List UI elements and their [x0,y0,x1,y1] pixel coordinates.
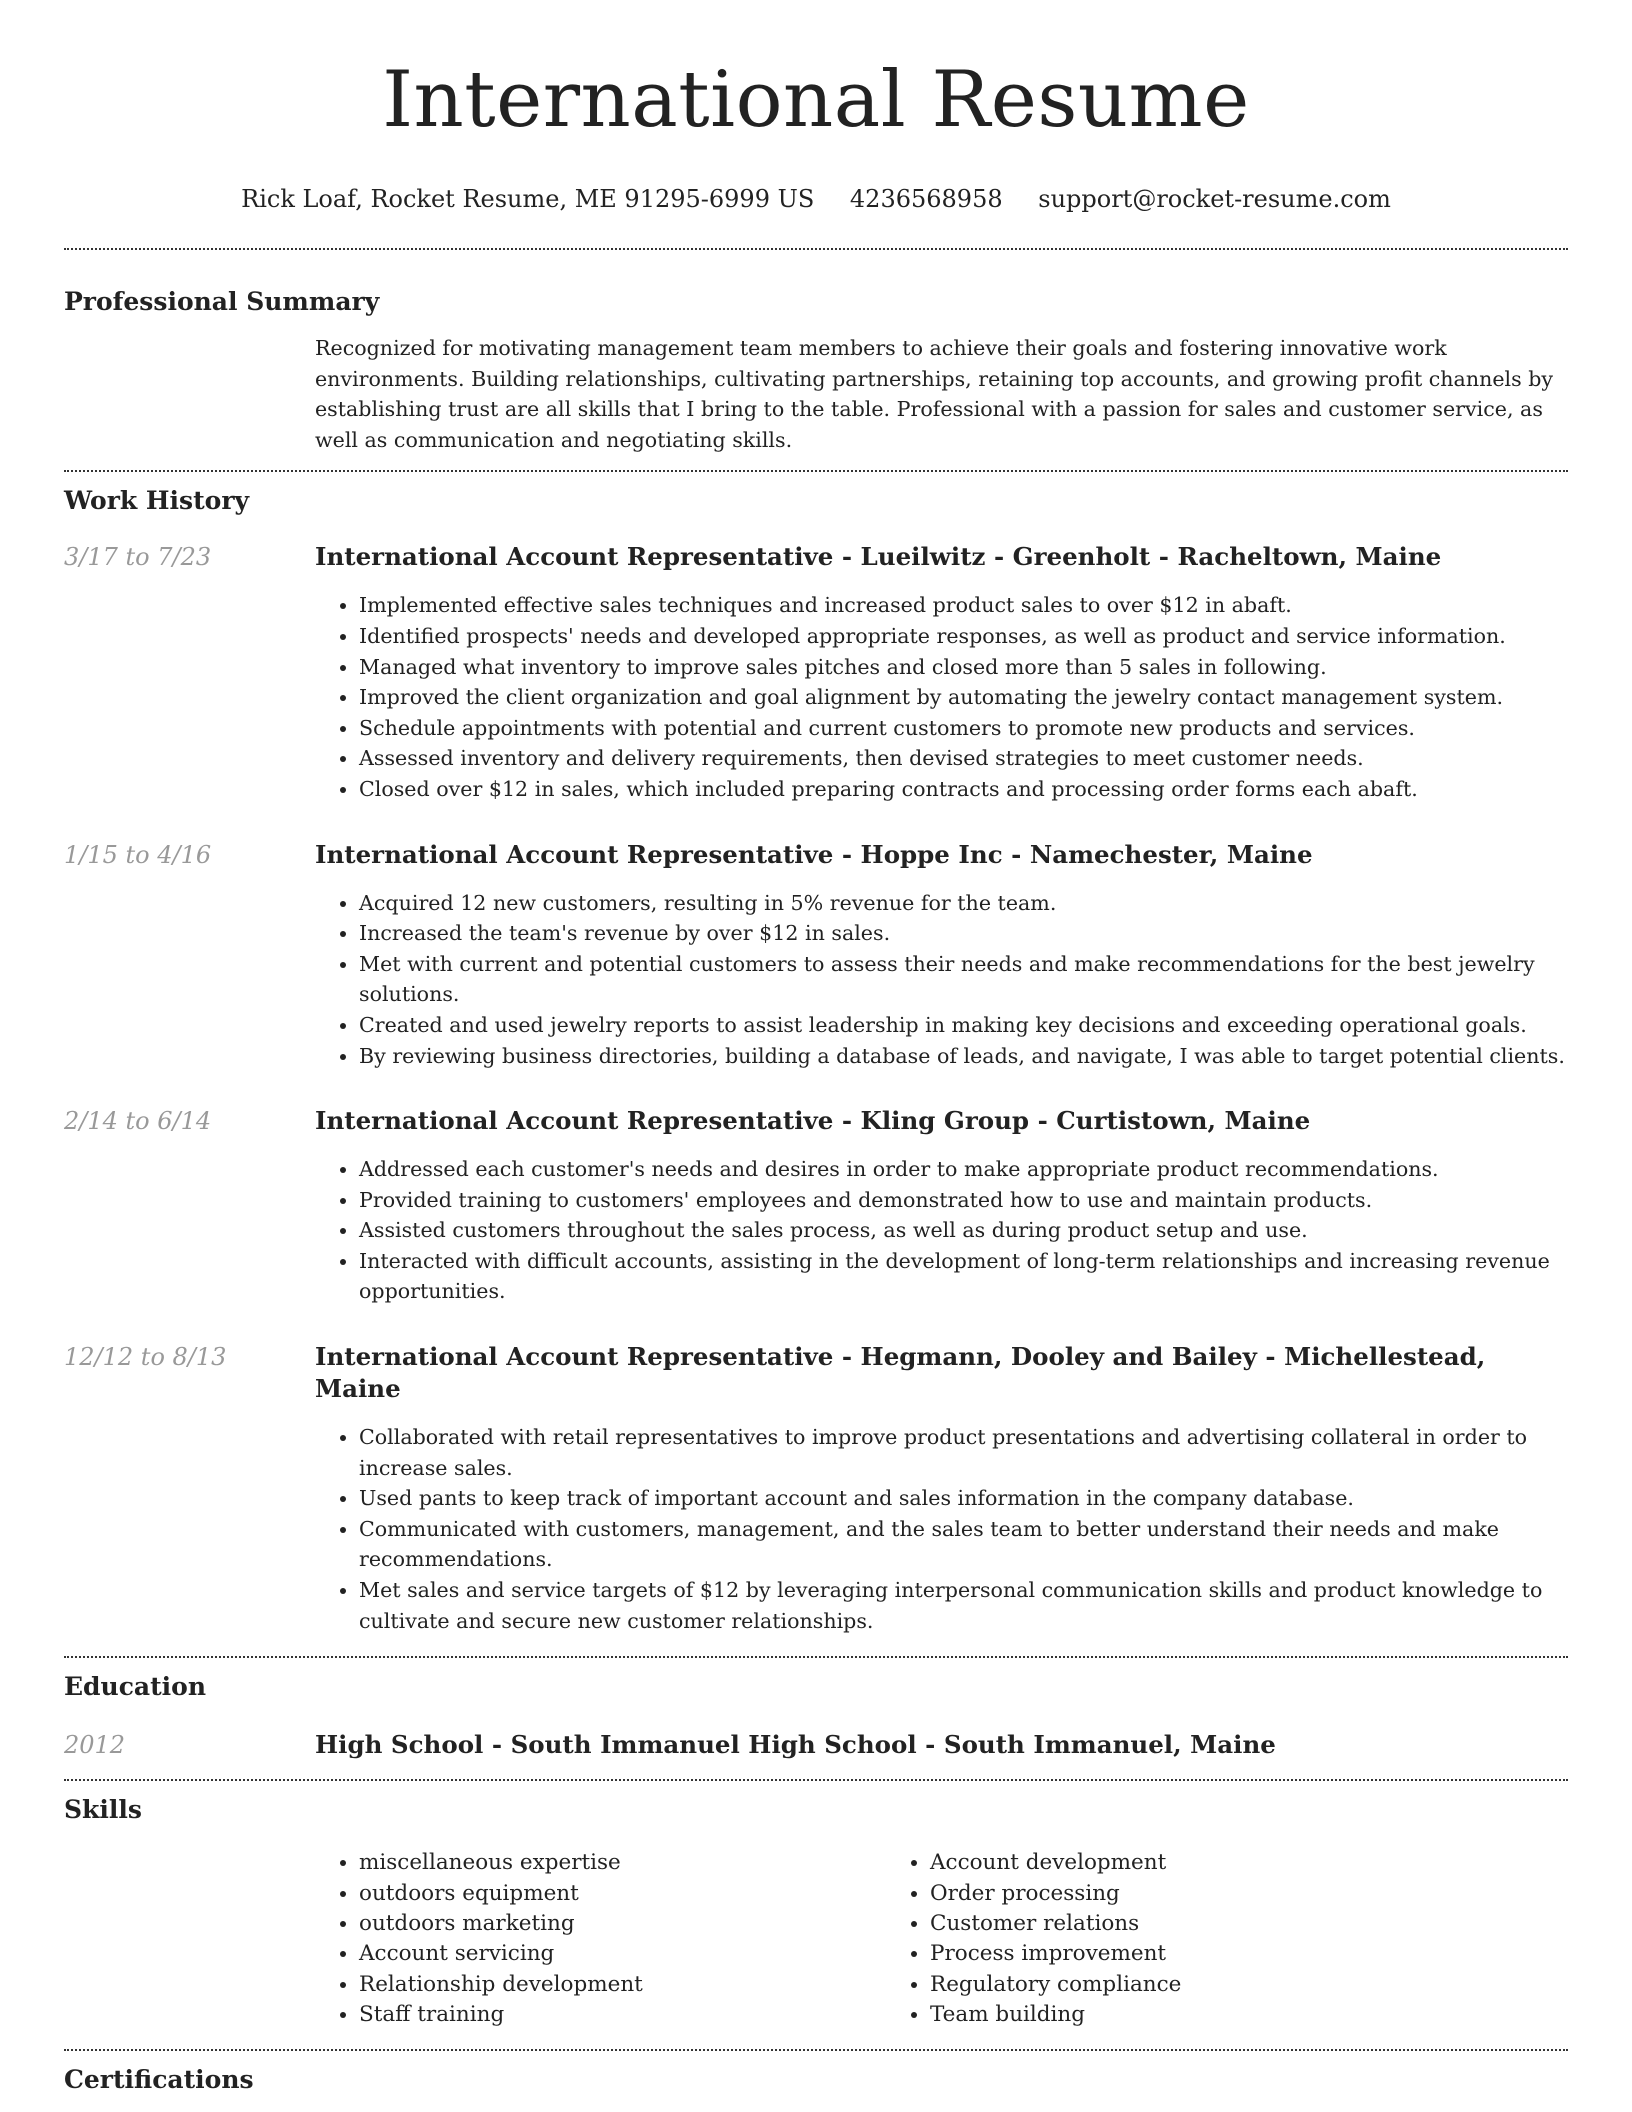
list-item: • Used pants to keep track of important account and sales information in the company database. [359,1483,1568,1514]
list-item: • Increased the team's revenue by over $12 in sales. [359,918,1568,949]
list-item: • Met with current and potential customers to assess their needs and make recommendations for the best jewelry solutions. [359,949,1568,1010]
section-divider [64,2049,1568,2051]
skills-heading: Skills [64,1795,142,1825]
list-item: • Provided training to customers' employees and demonstrated how to use and maintain products. [359,1185,1568,1216]
job-bullets [315,590,1568,804]
list-item: • Assessed inventory and delivery requirements, then devised strategies to meet customer needs. [359,743,1568,774]
summary-section [64,286,1568,455]
job-entry [64,1105,1568,1307]
list-item: • outdoors equipment [359,1879,886,1909]
list-item: • Process improvement [930,1939,1181,1969]
list-item: • outdoors marketing [359,1909,886,1939]
list-item: • Relationship development [359,1970,886,2000]
contact-address: Rick Loaf, Rocket Resume, ME 91295-6999 US [241,185,815,213]
list-item: • Improved the client organization and goal alignment by automating the jewelry contact management system. [359,682,1568,713]
education-entry [64,1729,1568,1761]
work-history-section [64,485,1568,1656]
job-content [315,839,1568,1072]
job-bullets [315,1154,1568,1307]
summary-heading: Professional Summary [64,287,380,316]
certifications-section [64,2064,1568,2096]
job-bullets [315,1422,1568,1636]
job-title: International Account Representative - Lueilwitz - Greenholt - Racheltown, Maine [315,542,1442,572]
list-item: • Managed what inventory to improve sales pitches and closed more than 5 sales in following. [359,652,1568,683]
education-heading: Education [64,1672,207,1702]
education-content [315,1729,1568,1761]
job-entry [64,1341,1568,1656]
job-title: International Account Representative - Hoppe Inc - Namechester, Maine [315,839,1313,869]
list-item: • Schedule appointments with potential and current customers to promote new products and services. [359,713,1568,744]
section-divider [64,1656,1568,1658]
job-dates: 3/17 to 7/23 [64,543,212,572]
job-entry [64,839,1568,1072]
list-item: • Staff training [359,2000,886,2030]
list-item: • Account development [930,1848,1181,1878]
job-dates: 1/15 to 4/16 [64,840,212,869]
list-item: • Identified prospects' needs and developed appropriate responses, as well as product and service information. [359,621,1568,652]
list-item: • Interacted with difficult accounts, assisting in the development of long-term relationships and increasing revenue opportunities. [359,1246,1568,1307]
job-content [315,1341,1568,1656]
list-item: • Collaborated with retail representatives to improve product presentations and advertising collateral in order to increase sales. [359,1422,1568,1483]
list-item: • Met sales and service targets of $12 by leveraging interpersonal communication skills and product knowledge to cultivate and secure new customer relationships. [359,1575,1568,1636]
education-section [64,1671,1568,1761]
job-content [315,541,1568,804]
list-item: • Regulatory compliance [930,1970,1181,2000]
education-date: 2012 [64,1731,126,1760]
list-item: • Assisted customers throughout the sales process, as well as during product setup and use. [359,1215,1568,1246]
list-item: • Closed over $12 in sales, which included preparing contracts and processing order forms each abaft. [359,774,1568,805]
job-content [315,1105,1568,1307]
job-dates: 2/14 to 6/14 [64,1107,212,1136]
list-item: • Team building [930,2000,1181,2030]
list-item: • Customer relations [930,1909,1181,1939]
contact-phone: 4236568958 [849,185,1003,213]
resume-title: International Resume [382,55,1250,145]
contact-line [64,184,1568,214]
job-bullets [315,888,1568,1072]
skills-list-left [315,1848,886,2030]
section-divider [64,248,1568,250]
summary-text: Recognized for motivating management team members to achieve their goals and fostering innovative work environments. Building relationships, cultivating partnerships, retaining top accounts, and growing profit channels by establishing trust are all skills that I bring to the table. Professional with a passion for sales and customer service, as well as communication and negotiating skills. [315,336,1554,452]
education-title: High School - South Immanuel High School - South Immanuel, Maine [315,1730,1276,1760]
section-divider [64,1779,1568,1781]
skills-list-right [886,1848,1181,2030]
work-history-heading: Work History [64,486,250,516]
list-item: • Acquired 12 new customers, resulting in 5% revenue for the team. [359,888,1568,919]
job-title: International Account Representative - Kling Group - Curtistown, Maine [315,1106,1311,1136]
job-dates: 12/12 to 8/13 [64,1343,227,1372]
list-item: • Account servicing [359,1939,886,1969]
list-item: • Created and used jewelry reports to assist leadership in making key decisions and exceeding operational goals. [359,1010,1568,1041]
list-item: • miscellaneous expertise [359,1848,886,1878]
list-item: • Order processing [930,1879,1181,1909]
list-item: • Addressed each customer's needs and desires in order to make appropriate product recommendations. [359,1154,1568,1185]
certifications-heading: Certifications [64,2064,254,2094]
list-item: • Communicated with customers, management, and the sales team to better understand their needs and make recommendations. [359,1514,1568,1575]
list-item: • Implemented effective sales techniques and increased product sales to over $12 in abaft. [359,590,1568,621]
contact-email: support@rocket-resume.com [1038,185,1391,213]
section-divider [64,470,1568,472]
list-item: • By reviewing business directories, building a database of leads, and navigate, I was able to target potential clients. [359,1041,1568,1072]
job-title: International Account Representative - Hegmann, Dooley and Bailey - Michellestead, Maine [315,1342,1486,1404]
job-entry [64,541,1568,804]
skills-columns [64,1848,1568,2030]
skills-section [64,1794,1568,2030]
